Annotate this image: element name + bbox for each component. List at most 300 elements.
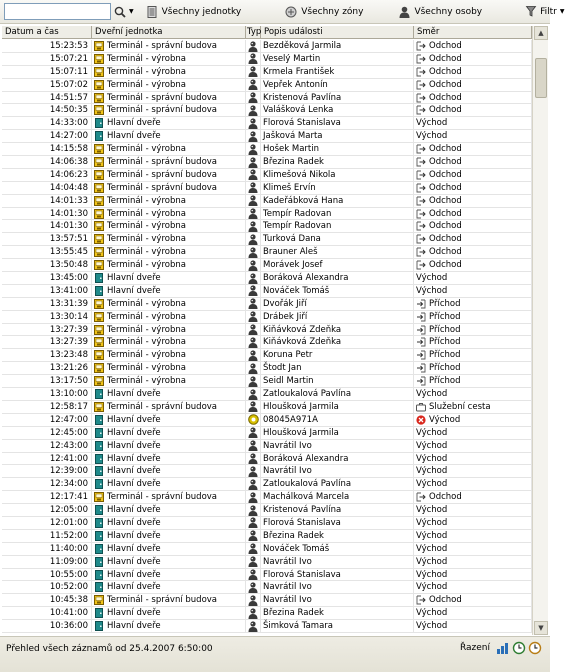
cell-type: [246, 220, 261, 232]
all-persons-button[interactable]: [396, 3, 485, 21]
table-row[interactable]: [2, 66, 532, 79]
door-icon: [94, 286, 104, 296]
person-icon: [248, 195, 258, 206]
table-row[interactable]: [2, 130, 532, 143]
table-row[interactable]: [2, 53, 532, 66]
all-units-label: Všechny jednotky: [161, 6, 242, 17]
cell-type: [246, 104, 261, 116]
table-row[interactable]: [2, 285, 532, 298]
cell-type: [246, 298, 261, 310]
cell-unit: [92, 208, 246, 220]
cell-time: 13:17:50: [2, 375, 92, 387]
cell-time: 10:45:38: [2, 594, 92, 606]
cell-description: Šimková Tamara: [261, 620, 414, 632]
cell-unit: [92, 79, 246, 91]
cell-unit: [92, 440, 246, 452]
cell-direction-label: Východ: [416, 530, 448, 541]
cell-type: [246, 375, 261, 387]
table-row[interactable]: [2, 543, 532, 556]
filter-button[interactable]: [523, 3, 567, 21]
cell-description: Štodt Jan: [261, 362, 414, 374]
person-icon: [248, 169, 258, 180]
cell-direction-label: Příchod: [429, 324, 461, 335]
terminal-icon: [94, 595, 104, 605]
person-icon: [248, 530, 258, 541]
exit-arrow-icon: [416, 54, 426, 64]
cell-description: Březina Radek: [261, 156, 414, 168]
cell-description: Navrátil Ivo: [261, 594, 414, 606]
cell-unit: [92, 427, 246, 439]
cell-time: 14:33:00: [2, 117, 92, 129]
person-icon: [248, 247, 258, 258]
cell-type: [246, 143, 261, 155]
person-icon: [248, 157, 258, 168]
cell-direction: [414, 543, 532, 555]
sort-icon[interactable]: [496, 641, 510, 655]
cell-unit-label: Terminál - výrobna: [107, 66, 186, 77]
cell-direction-label: Východ: [416, 285, 448, 296]
cell-direction-label: Odchod: [429, 53, 462, 64]
table-row[interactable]: [2, 272, 532, 285]
cell-direction-label: Východ: [416, 466, 448, 477]
person-icon: [248, 337, 258, 348]
cell-direction: [414, 104, 532, 116]
cell-time: 14:06:38: [2, 156, 92, 168]
person-icon: [248, 582, 258, 593]
table-row[interactable]: [2, 478, 532, 491]
table-row[interactable]: [2, 246, 532, 259]
cell-time: 11:40:00: [2, 543, 92, 555]
cell-unit: [92, 298, 246, 310]
cell-unit-label: Terminál - výrobna: [107, 260, 186, 271]
cell-type: [246, 414, 261, 426]
table-row[interactable]: [2, 259, 532, 272]
cell-time: 12:05:00: [2, 504, 92, 516]
cell-time: 13:30:14: [2, 311, 92, 323]
cell-description: Hloušková Jarmila: [261, 427, 414, 439]
cell-description: 08045A971A: [261, 414, 414, 426]
door-icon: [94, 273, 104, 283]
cell-unit: [92, 375, 246, 387]
terminal-icon: [94, 105, 104, 115]
cell-time: 12:58:17: [2, 401, 92, 413]
cell-direction: [414, 569, 532, 581]
cell-direction-label: Východ: [416, 608, 448, 619]
enter-arrow-icon: [416, 325, 426, 335]
cell-description: Jašková Marta: [261, 130, 414, 142]
cell-unit: [92, 530, 246, 542]
terminal-icon: [94, 260, 104, 270]
cell-unit-label: Terminál - výrobna: [107, 79, 186, 90]
cell-unit-label: Hlavní dveře: [107, 556, 161, 567]
terminal-icon: [94, 312, 104, 322]
exit-arrow-icon: [416, 247, 426, 257]
cell-type: [246, 543, 261, 555]
cell-unit: [92, 336, 246, 348]
cell-direction: [414, 117, 532, 129]
cell-direction-label: Východ: [416, 569, 448, 580]
cell-unit: [92, 465, 246, 477]
exit-arrow-icon: [416, 595, 426, 605]
person-icon: [248, 144, 258, 155]
cell-direction: [414, 233, 532, 245]
error-icon: [416, 415, 426, 425]
status-tools: [460, 641, 542, 655]
cell-unit: [92, 104, 246, 116]
cell-description: Drábek Jiří: [261, 311, 414, 323]
cell-type: [246, 607, 261, 619]
column-header-direction[interactable]: Směr: [414, 26, 532, 39]
cell-direction-label: Východ: [416, 273, 448, 284]
door-icon: [94, 531, 104, 541]
table-row[interactable]: [2, 569, 532, 582]
exit-arrow-icon: [416, 157, 426, 167]
terminal-icon: [94, 67, 104, 77]
table-row[interactable]: [2, 504, 532, 517]
column-header-description[interactable]: Popis události: [261, 26, 414, 39]
cell-direction-label: Příchod: [429, 376, 461, 387]
person-icon: [248, 131, 258, 142]
cell-type: [246, 92, 261, 104]
cell-direction: [414, 556, 532, 568]
cell-description: Vepřek Antonín: [261, 79, 414, 91]
cell-description: Seidl Martin: [261, 375, 414, 387]
cell-unit-label: Terminál - výrobna: [107, 144, 186, 155]
cell-unit-label: Hlavní dveře: [107, 273, 161, 284]
exit-arrow-icon: [416, 105, 426, 115]
table-row[interactable]: [2, 92, 532, 105]
cell-unit: [92, 388, 246, 400]
cell-direction-label: Příchod: [429, 298, 461, 309]
cell-direction: [414, 375, 532, 387]
table-row[interactable]: [2, 336, 532, 349]
terminal-icon: [94, 299, 104, 309]
cell-direction: [414, 427, 532, 439]
cell-time: 14:15:58: [2, 143, 92, 155]
terminal-icon: [94, 170, 104, 180]
cell-direction-label: Odchod: [429, 208, 462, 219]
funnel-icon: [526, 6, 536, 17]
table-row[interactable]: [2, 117, 532, 130]
cell-direction: [414, 143, 532, 155]
cell-direction: [414, 182, 532, 194]
cell-time: 14:51:57: [2, 92, 92, 104]
cell-description: Kiňávková Zdeňka: [261, 336, 414, 348]
vertical-scrollbar[interactable]: [532, 26, 548, 635]
clock-refresh-icon[interactable]: [512, 641, 526, 655]
column-header-unit[interactable]: Dveřní jednotka: [92, 26, 246, 39]
grid-header: [2, 26, 532, 39]
cell-unit: [92, 478, 246, 490]
cell-unit-label: Terminál - výrobna: [107, 376, 186, 387]
table-row[interactable]: [2, 324, 532, 337]
person-icon: [248, 311, 258, 322]
terminal-icon: [94, 144, 104, 154]
person-icon: [248, 298, 258, 309]
cell-direction-label: Odchod: [429, 41, 462, 51]
table-row[interactable]: [2, 401, 532, 414]
enter-arrow-icon: [416, 376, 426, 386]
table-row[interactable]: [2, 169, 532, 182]
person-icon: [248, 92, 258, 103]
all-units-button[interactable]: [144, 3, 245, 21]
cell-unit-label: Hlavní dveře: [107, 427, 161, 438]
cell-direction-label: Příchod: [429, 337, 461, 348]
table-row[interactable]: [2, 607, 532, 620]
table-row[interactable]: [2, 208, 532, 221]
search-button[interactable]: [114, 3, 134, 21]
cell-direction-label: Odchod: [429, 144, 462, 155]
cell-unit-label: Hlavní dveře: [107, 479, 161, 490]
cell-time: 15:07:11: [2, 66, 92, 78]
terminal-icon: [94, 325, 104, 335]
cell-time: 12:01:00: [2, 517, 92, 529]
person-icon: [248, 324, 258, 335]
cell-description: Navrátil Ivo: [261, 465, 414, 477]
cell-direction-label: Odchod: [429, 247, 462, 258]
cell-type: [246, 594, 261, 606]
cell-direction-label: Odchod: [429, 157, 462, 168]
cell-time: 15:07:02: [2, 79, 92, 91]
table-row[interactable]: [2, 465, 532, 478]
cell-type: [246, 246, 261, 258]
cell-direction: [414, 298, 532, 310]
cell-unit: [92, 491, 246, 503]
cell-direction-label: Odchod: [429, 595, 462, 606]
cell-unit-label: Terminál - správní budova: [107, 595, 218, 606]
cell-unit: [92, 504, 246, 516]
cell-type: [246, 581, 261, 593]
table-row[interactable]: [2, 427, 532, 440]
table-row[interactable]: [2, 143, 532, 156]
terminal-icon: [94, 54, 104, 64]
cell-description: Florová Stanislava: [261, 569, 414, 581]
cell-direction-label: Východ: [416, 389, 448, 400]
exit-arrow-icon: [416, 221, 426, 231]
column-header-type[interactable]: Typ: [247, 27, 262, 37]
cell-description: Florová Stanislava: [261, 117, 414, 129]
cell-unit-label: Terminál - výrobna: [107, 363, 186, 374]
door-icon: [94, 441, 104, 451]
cell-unit-label: Terminál - výrobna: [107, 53, 186, 64]
cell-direction: [414, 66, 532, 78]
scroll-down-button[interactable]: ▼: [534, 621, 548, 635]
cell-unit-label: Hlavní dveře: [107, 543, 161, 554]
terminal-icon: [94, 209, 104, 219]
door-icon: [94, 118, 104, 128]
cell-type: [246, 156, 261, 168]
cell-unit-label: Hlavní dveře: [107, 582, 161, 593]
cell-type: [246, 53, 261, 65]
cell-unit: [92, 259, 246, 271]
person-icon: [248, 466, 258, 477]
person-icon: [248, 595, 258, 606]
cell-unit-label: Terminál - správní budova: [107, 492, 218, 503]
table-row[interactable]: [2, 311, 532, 324]
cell-direction: [414, 40, 532, 52]
cell-direction: [414, 272, 532, 284]
cell-direction-label: Východ: [416, 427, 448, 438]
cell-time: 10:52:00: [2, 581, 92, 593]
cell-unit: [92, 195, 246, 207]
cell-direction: [414, 401, 532, 413]
terminal-icon: [94, 196, 104, 206]
cell-direction: [414, 130, 532, 142]
cell-description: Navrátil Ivo: [261, 556, 414, 568]
cell-time: 11:09:00: [2, 556, 92, 568]
person-icon: [248, 273, 258, 284]
cell-unit: [92, 517, 246, 529]
cell-unit-label: Hlavní dveře: [107, 505, 161, 516]
door-icon: [94, 466, 104, 476]
all-zones-label: Všechny zóny: [301, 6, 364, 17]
person-icon: [248, 543, 258, 554]
cell-unit-label: Terminál - výrobna: [107, 298, 186, 309]
door-icon: [94, 454, 104, 464]
cell-direction: [414, 156, 532, 168]
cell-unit: [92, 233, 246, 245]
cell-direction: [414, 220, 532, 232]
exit-arrow-icon: [416, 209, 426, 219]
table-row[interactable]: [2, 79, 532, 92]
cell-description: Klimeš Ervín: [261, 182, 414, 194]
cell-unit: [92, 156, 246, 168]
cell-unit-label: Terminál - správní budova: [107, 169, 218, 180]
enter-arrow-icon: [416, 337, 426, 347]
table-row[interactable]: [2, 156, 532, 169]
cell-unit: [92, 92, 246, 104]
cell-unit: [92, 401, 246, 413]
person-icon: [248, 221, 258, 232]
cell-unit-label: Hlavní dveře: [107, 389, 161, 400]
cell-time: 14:04:48: [2, 182, 92, 194]
table-row[interactable]: [2, 620, 532, 633]
cell-time: 12:39:00: [2, 465, 92, 477]
person-icon: [248, 556, 258, 567]
cell-unit-label: Terminál - výrobna: [107, 208, 186, 219]
cell-unit-label: Terminál - správní budova: [107, 92, 218, 103]
table-row[interactable]: [2, 491, 532, 504]
cell-direction: [414, 453, 532, 465]
cell-unit-label: Hlavní dveře: [107, 530, 161, 541]
cell-direction-label: Služební cesta: [429, 401, 491, 412]
cell-time: 13:27:39: [2, 336, 92, 348]
clock-settings-icon[interactable]: [528, 641, 542, 655]
person-icon: [248, 234, 258, 245]
table-row[interactable]: [2, 388, 532, 401]
exit-arrow-icon: [416, 170, 426, 180]
table-row[interactable]: [2, 104, 532, 117]
cell-unit-label: Hlavní dveře: [107, 285, 161, 296]
cell-description: Hloušková Jarmila: [261, 401, 414, 413]
table-row[interactable]: [2, 440, 532, 453]
all-zones-button[interactable]: [282, 3, 366, 21]
person-icon: [399, 6, 410, 18]
person-icon: [248, 260, 258, 271]
column-header-time[interactable]: Datum a čas: [2, 26, 92, 39]
table-row[interactable]: [2, 298, 532, 311]
door-icon: [94, 131, 104, 141]
cell-unit-label: Hlavní dveře: [107, 118, 161, 129]
terminal-icon: [94, 492, 104, 502]
table-row[interactable]: [2, 594, 532, 607]
cell-time: 13:10:00: [2, 388, 92, 400]
search-input[interactable]: [4, 3, 111, 20]
table-row[interactable]: [2, 349, 532, 362]
cell-type: [246, 117, 261, 129]
table-row[interactable]: [2, 375, 532, 388]
cell-direction-label: Odchod: [429, 79, 462, 90]
cell-unit: [92, 272, 246, 284]
table-row[interactable]: [2, 220, 532, 233]
person-icon: [248, 569, 258, 580]
cell-direction-label: Odchod: [429, 492, 462, 503]
table-row[interactable]: [2, 581, 532, 594]
person-icon: [248, 105, 258, 116]
scrollbar-thumb[interactable]: [535, 58, 547, 98]
cell-unit: [92, 453, 246, 465]
cell-type: [246, 478, 261, 490]
cell-direction: [414, 465, 532, 477]
table-row[interactable]: [2, 530, 532, 543]
table-row[interactable]: [2, 414, 532, 427]
cell-description: Morávek Josef: [261, 259, 414, 271]
cell-unit: [92, 40, 246, 52]
table-row[interactable]: [2, 556, 532, 569]
table-row[interactable]: [2, 362, 532, 375]
cell-time: 14:50:35: [2, 104, 92, 116]
cell-time: 12:34:00: [2, 478, 92, 490]
cell-type: [246, 324, 261, 336]
cell-time: 13:50:48: [2, 259, 92, 271]
cell-direction-label: Odchod: [429, 66, 462, 77]
cell-description: Boráková Alexandra: [261, 272, 414, 284]
cell-unit-label: Terminál - výrobna: [107, 234, 186, 245]
chevron-down-icon: ▼: [559, 8, 565, 15]
table-row[interactable]: [2, 517, 532, 530]
cell-description: Kristenová Pavlína: [261, 92, 414, 104]
terminal-icon: [94, 41, 104, 51]
chevron-down-icon: ▼: [129, 8, 134, 15]
table-row[interactable]: [2, 195, 532, 208]
cell-type: [246, 336, 261, 348]
exit-arrow-icon: [416, 41, 426, 51]
cell-unit: [92, 130, 246, 142]
cell-unit: [92, 143, 246, 155]
cell-direction: [414, 246, 532, 258]
table-row[interactable]: [2, 182, 532, 195]
table-row[interactable]: [2, 40, 532, 53]
cell-direction-label: Odchod: [429, 105, 462, 116]
scroll-up-button[interactable]: ▲: [534, 26, 548, 40]
table-row[interactable]: [2, 233, 532, 246]
cell-direction-label: Odchod: [429, 169, 462, 180]
cell-unit: [92, 311, 246, 323]
cell-unit: [92, 220, 246, 232]
cell-direction: [414, 414, 532, 426]
cell-unit: [92, 556, 246, 568]
cell-description: Bezděková Jarmila: [261, 40, 414, 52]
table-row[interactable]: [2, 453, 532, 466]
cell-direction: [414, 259, 532, 271]
cell-description: Machálková Marcela: [261, 491, 414, 503]
cell-direction: [414, 79, 532, 91]
cell-unit-label: Terminál - výrobna: [107, 247, 186, 258]
cell-type: [246, 259, 261, 271]
person-icon: [248, 479, 258, 490]
cell-time: 12:45:00: [2, 427, 92, 439]
cell-direction: [414, 607, 532, 619]
